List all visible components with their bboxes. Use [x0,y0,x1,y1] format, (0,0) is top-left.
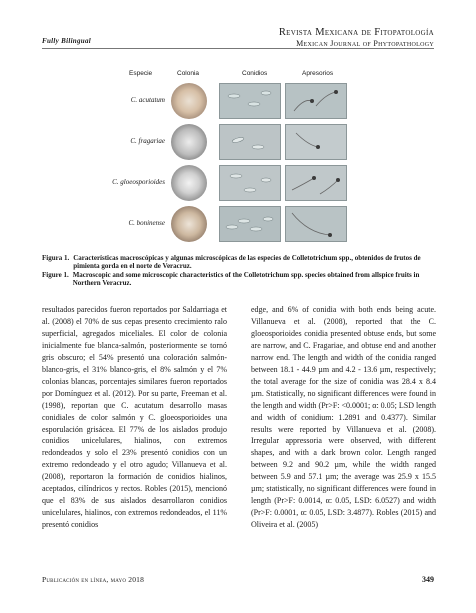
body-paragraph: resultados parecidos fueron reportados por Saldarriaga et al. (2008) el 70% de sus cepas presento crecimiento ralo superficial, agregados miceliales. El color de colonia inicialmente fue blanca-salmón, posteriormente se tornó gris obscuro; el 54% presentó una coloración salmón-blanco-gris, el 31% blanco-gris, el 8% salmón y el 7% colonias blancas, porcentajes similares fueron reportados por Domínguez et al. (2012). Por su parte, Freeman et al. (1998), reportan que C. acutatum desarrollo masas conidiales de color salmón y C. gloeosporioides una esporulación grisácea. El 77% de los aislados produjo conidios unicelulares, hialinos, con extremos redondeados y solo el 23% presentó conidios con un extremo redondeado y el otro agudo; Villanueva et al. (2008), reportaron la formación de conidios hialinos, aceptados, cilíndricos y rectos. Robles (2015), mencionó que el 83% de sus aislados desarrollaron conidios unicelulares, hialinos, con extremos redondeados, el 11% presentó conidios [42,305,227,530]
col-header-colonia: Colonia [177,70,200,77]
species-label: C. fragariae [130,137,165,145]
caption-spanish [42,254,436,271]
figure-row-fragariae [95,123,385,161]
appressoria-micrograph [285,165,347,201]
col-header-conidios: Conidios [242,70,268,77]
caption-label: Figure 1. [42,270,69,279]
figure-row-acutatum [95,82,385,120]
conidia-micrograph [219,206,281,242]
figure-captions [42,254,436,288]
figure-row-gloeosporioides [95,164,385,202]
figure-row-boninense [95,205,385,243]
appressoria-micrograph [285,124,347,160]
species-label: C. gloeosporioides [112,178,165,186]
conidia-micrograph [219,83,281,119]
species-label: C. acutatum [130,96,165,104]
body-paragraph: edge, and 6% of conidia with both ends being acute. Villanueva et al. (2008), reported that the C. gloeosporioides conidia presented obtuse ends, but some are narrow, and C. Fragariae, and obtuse end and another narrow end. The length and width of the conidia ranged between 18.1 - 44.9 µm and 4.2 - 13.6 µm, respectively; the total average for the size of conidia was 28.4 x 8.4 µm. Statistically, no significant differences were found in the length and width (Pr>F: <0.0001; α: 0.05; LSD length and width of conidium: 1.2891 and 0.4377). Similar results were reported by Villanueva et al. (2008). Irregular appressoria were observed, with different shapes, and with a dark brown color. Length ranged between 9.2 and 90.2 µm, while the width ranged between 5.9 and 57.1 µm; the average was 25.9 x 15.5 µm; statistically, no significant differences were found in length (Pr>F: 0.0014, α: 0.05, LSD: 6.0527) and width (Pr>F: 0.0001, α: 0.05, LSD: 3.4877). Robles (2015) and Oliveira et al. (2005) [251,305,436,530]
journal-title-spanish: Revista Mexicana de Fitopatología [278,27,434,38]
running-header-left: Fully Bilingual [42,37,92,45]
page-number: 349 [422,575,434,584]
appressoria-micrograph [285,206,347,242]
colony-plate-image [171,83,207,119]
conidia-micrograph [219,165,281,201]
figure-1 [95,70,385,250]
caption-label: Figura 1. [42,254,70,262]
species-label: C. boninense [128,219,165,227]
body-column-right [251,304,436,531]
header-rule [42,48,434,49]
journal-title-english: Mexican Journal of Phytopathology [296,39,434,48]
body-column-left [42,304,227,531]
col-header-apresorios: Apresorios [302,70,334,77]
caption-english [42,271,436,288]
colony-plate-image [171,124,207,160]
footer-publication-date: Publicación en línea, mayo 2018 [42,575,145,584]
appressoria-micrograph [285,83,347,119]
col-header-especie: Especie [129,70,153,77]
colony-plate-image [171,206,207,242]
conidia-micrograph [219,124,281,160]
caption-text: Características macroscópicas y algunas microscópicas de las especies de Colletotrichum spp., obtenidos de frutos de pimienta gorda en el norte de Veracruz. [73,254,421,271]
caption-text: Macroscopic and some microscopic characteristics of the Colletotrichum spp. species obtained from allspice fruits in Northern Veracruz. [72,270,420,288]
journal-title [279,27,434,48]
colony-plate-image [171,165,207,201]
